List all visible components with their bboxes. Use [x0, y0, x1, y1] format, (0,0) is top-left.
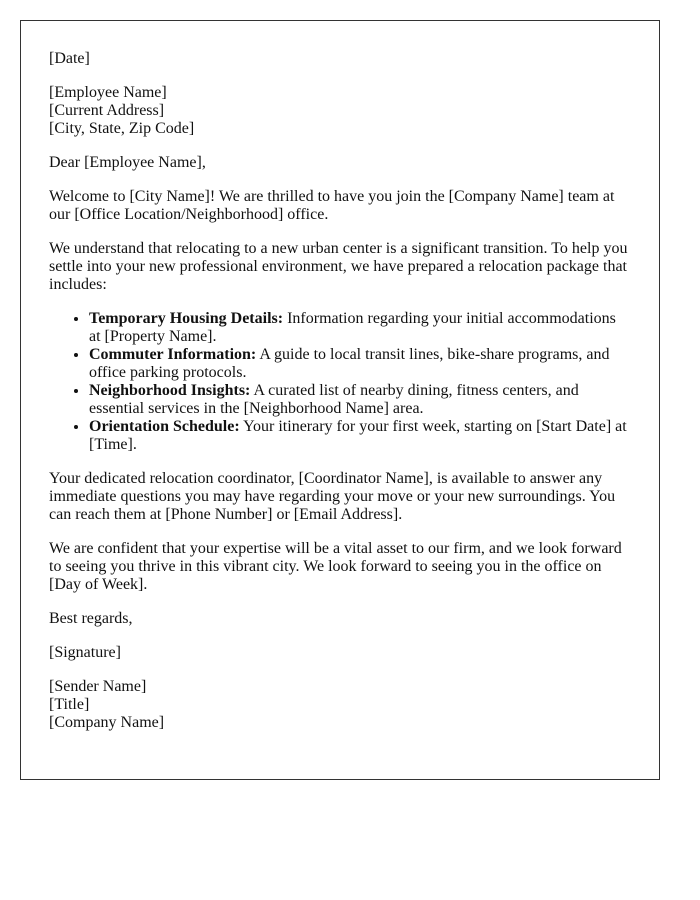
list-item-text: A guide to local transit lines, bike-share programs, and office parking protocols.: [89, 346, 610, 381]
relocation-intro-paragraph: We understand that relocating to a new urban center is a significant transition. To help you settle into your new professional environment, we have prepared a relocation package that includes:: [49, 240, 628, 293]
list-item-commuter-information: [89, 346, 631, 382]
sender-company: [Company Name]: [49, 714, 165, 731]
letter-date: [Date]: [49, 50, 90, 67]
sender-title: [Title]: [49, 696, 90, 713]
coordinator-paragraph: Your dedicated relocation coordinator, [Coordinator Name], is available to answer any immediate questions you may have regarding your move or your new surroundings. You can reach them at [Phone Number] or [Email Address].: [49, 470, 616, 523]
recipient-name: [Employee Name]: [49, 84, 167, 101]
welcome-paragraph: Welcome to [City Name]! We are thrilled to have you join the [Company Name] team at our [Office Location/Neighborhood] office.: [49, 188, 615, 223]
list-item-text: Your itinerary for your first week, starting on [Start Date] at [Time].: [89, 418, 627, 453]
list-item-title: Commuter Information:: [89, 346, 257, 363]
sender-block: [49, 678, 631, 732]
signature: [Signature]: [49, 644, 121, 661]
closing: Best regards,: [49, 610, 133, 627]
list-item-neighborhood-insights: [89, 382, 631, 418]
salutation: Dear [Employee Name],: [49, 154, 206, 171]
closing-paragraph: We are confident that your expertise will be a vital asset to our firm, and we look forward to seeing you thrive in this vibrant city. We look forward to seeing you in the office on [Day of Week].: [49, 540, 622, 593]
letter-document: [20, 20, 660, 780]
recipient-address: [Current Address]: [49, 102, 165, 119]
list-item-title: Neighborhood Insights:: [89, 382, 251, 399]
list-item-title: Temporary Housing Details:: [89, 310, 284, 327]
list-item-temporary-housing: [89, 310, 631, 346]
list-item-title: Orientation Schedule:: [89, 418, 240, 435]
list-item-text: A curated list of nearby dining, fitness centers, and essential services in the [Neighborhood Name] area.: [89, 382, 579, 417]
relocation-package-list: [49, 310, 631, 454]
sender-name: [Sender Name]: [49, 678, 147, 695]
recipient-block: [49, 84, 631, 138]
list-item-orientation-schedule: [89, 418, 631, 454]
list-item-text: Information regarding your initial accommodations at [Property Name].: [89, 310, 616, 345]
recipient-city-state-zip: [City, State, Zip Code]: [49, 120, 195, 137]
